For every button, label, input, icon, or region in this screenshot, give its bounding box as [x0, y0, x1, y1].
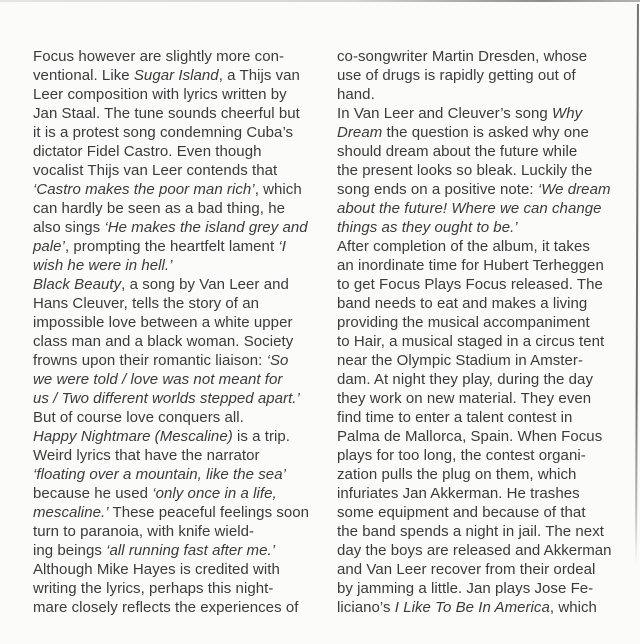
text-line: impossible love between a white upper [33, 314, 293, 331]
text-line: day the boys are released and Akkerman [337, 542, 612, 559]
text-line: mare closely reflects the experiences of [33, 599, 299, 616]
text-line: ‘floating over a mountain, like the sea’ [33, 466, 286, 483]
text-line: to get Focus Plays Focus released. The [337, 276, 603, 293]
text-line: because he used ‘only once in a life, [33, 485, 277, 502]
text-line: Focus however are slightly more con- [33, 48, 285, 65]
text-line: song ends on a positive note: ‘We dream [337, 181, 611, 198]
right-text-column [337, 47, 632, 617]
text-line: should dream about the future while [337, 143, 578, 160]
text-line: Happy Nightmare (Mescaline) is a trip. [33, 428, 290, 445]
text-line: infuriates Jan Akkerman. He trashes [337, 485, 580, 502]
text-line: frowns upon their romantic liaison: ‘So [33, 352, 289, 369]
text-line: vocalist Thijs van Leer contends that [33, 162, 278, 179]
text-line: In Van Leer and Cleuver’s song Why [337, 105, 583, 122]
text-line: writing the lyrics, perhaps this night- [33, 580, 274, 597]
text-line: an inordinate time for Hubert Terheggen [337, 257, 604, 274]
text-line: co-songwriter Martin Dresden, whose [337, 48, 588, 65]
text-line: But of course love conquers all. [33, 409, 244, 426]
text-line: can hardly be seen as a bad thing, he [33, 200, 286, 217]
text-line: some equipment and because of that [337, 504, 586, 521]
text-line: use of drugs is rapidly getting out of [337, 67, 576, 84]
text-line: zation pulls the plug on them, which [337, 466, 577, 483]
page-right-edge-shadow [635, 4, 639, 564]
text-line: After completion of the album, it takes [337, 238, 590, 255]
text-line: hand. [337, 86, 375, 103]
text-line: liciano’s I Like To Be In America, which [337, 599, 597, 616]
text-line: things as they ought to be.’ [337, 219, 518, 236]
text-line: band needs to eat and makes a living [337, 295, 588, 312]
text-line: by jamming a little. Jan plays Jose Fe- [337, 580, 594, 597]
text-line: Weird lyrics that have the narrator [33, 447, 260, 464]
left-text-column [33, 47, 325, 617]
text-line: us / Two different worlds stepped apart.’ [33, 390, 300, 407]
text-line: dam. At night they play, during the day [337, 371, 593, 388]
text-line: dictator Fidel Castro. Even though [33, 143, 262, 160]
text-line: find time to enter a talent contest in [337, 409, 573, 426]
page-top-edge-shadow [0, 0, 640, 2]
text-line: also sings ‘He makes the island grey and [33, 219, 308, 236]
text-line: the present looks so bleak. Luckily the [337, 162, 593, 179]
text-line: near the Olympic Stadium in Amster- [337, 352, 584, 369]
text-line: we were told / love was not meant for [33, 371, 283, 388]
text-line: providing the musical accompaniment [337, 314, 590, 331]
text-line: Jan Staal. The tune sounds cheerful but [33, 105, 300, 122]
text-line: turn to paranoia, with knife wield- [33, 523, 255, 540]
text-line: the band spends a night in jail. The next [337, 523, 604, 540]
text-line: pale’, prompting the heartfelt lament ‘I [33, 238, 286, 255]
text-line: ventional. Like Sugar Island, a Thijs van [33, 67, 300, 84]
text-line: and Van Leer recover from their ordeal [337, 561, 596, 578]
text-line: they work on new material. They even [337, 390, 592, 407]
text-line: ‘Castro makes the poor man rich’, which [33, 181, 302, 198]
text-line: plays for too long, the contest organi- [337, 447, 586, 464]
text-line: Leer composition with lyrics written by [33, 86, 287, 103]
text-line: mescaline.’ These peaceful feelings soon [33, 504, 310, 521]
text-line: Palma de Mallorca, Spain. When Focus [337, 428, 603, 445]
text-line: Black Beauty, a song by Van Leer and [33, 276, 289, 293]
text-line: to Hair, a musical staged in a circus tent [337, 333, 605, 350]
text-line: ing beings ‘all running fast after me.’ [33, 542, 276, 559]
text-line: class man and a black woman. Society [33, 333, 294, 350]
text-line: about the future! Where we can change [337, 200, 602, 217]
text-line: it is a protest song condemning Cuba’s [33, 124, 294, 141]
text-line: Hans Cleuver, tells the story of an [33, 295, 260, 312]
text-line: wish he were in hell.’ [33, 257, 173, 274]
text-line: Although Mike Hayes is credited with [33, 561, 280, 578]
text-line: Dream the question is asked why one [337, 124, 589, 141]
